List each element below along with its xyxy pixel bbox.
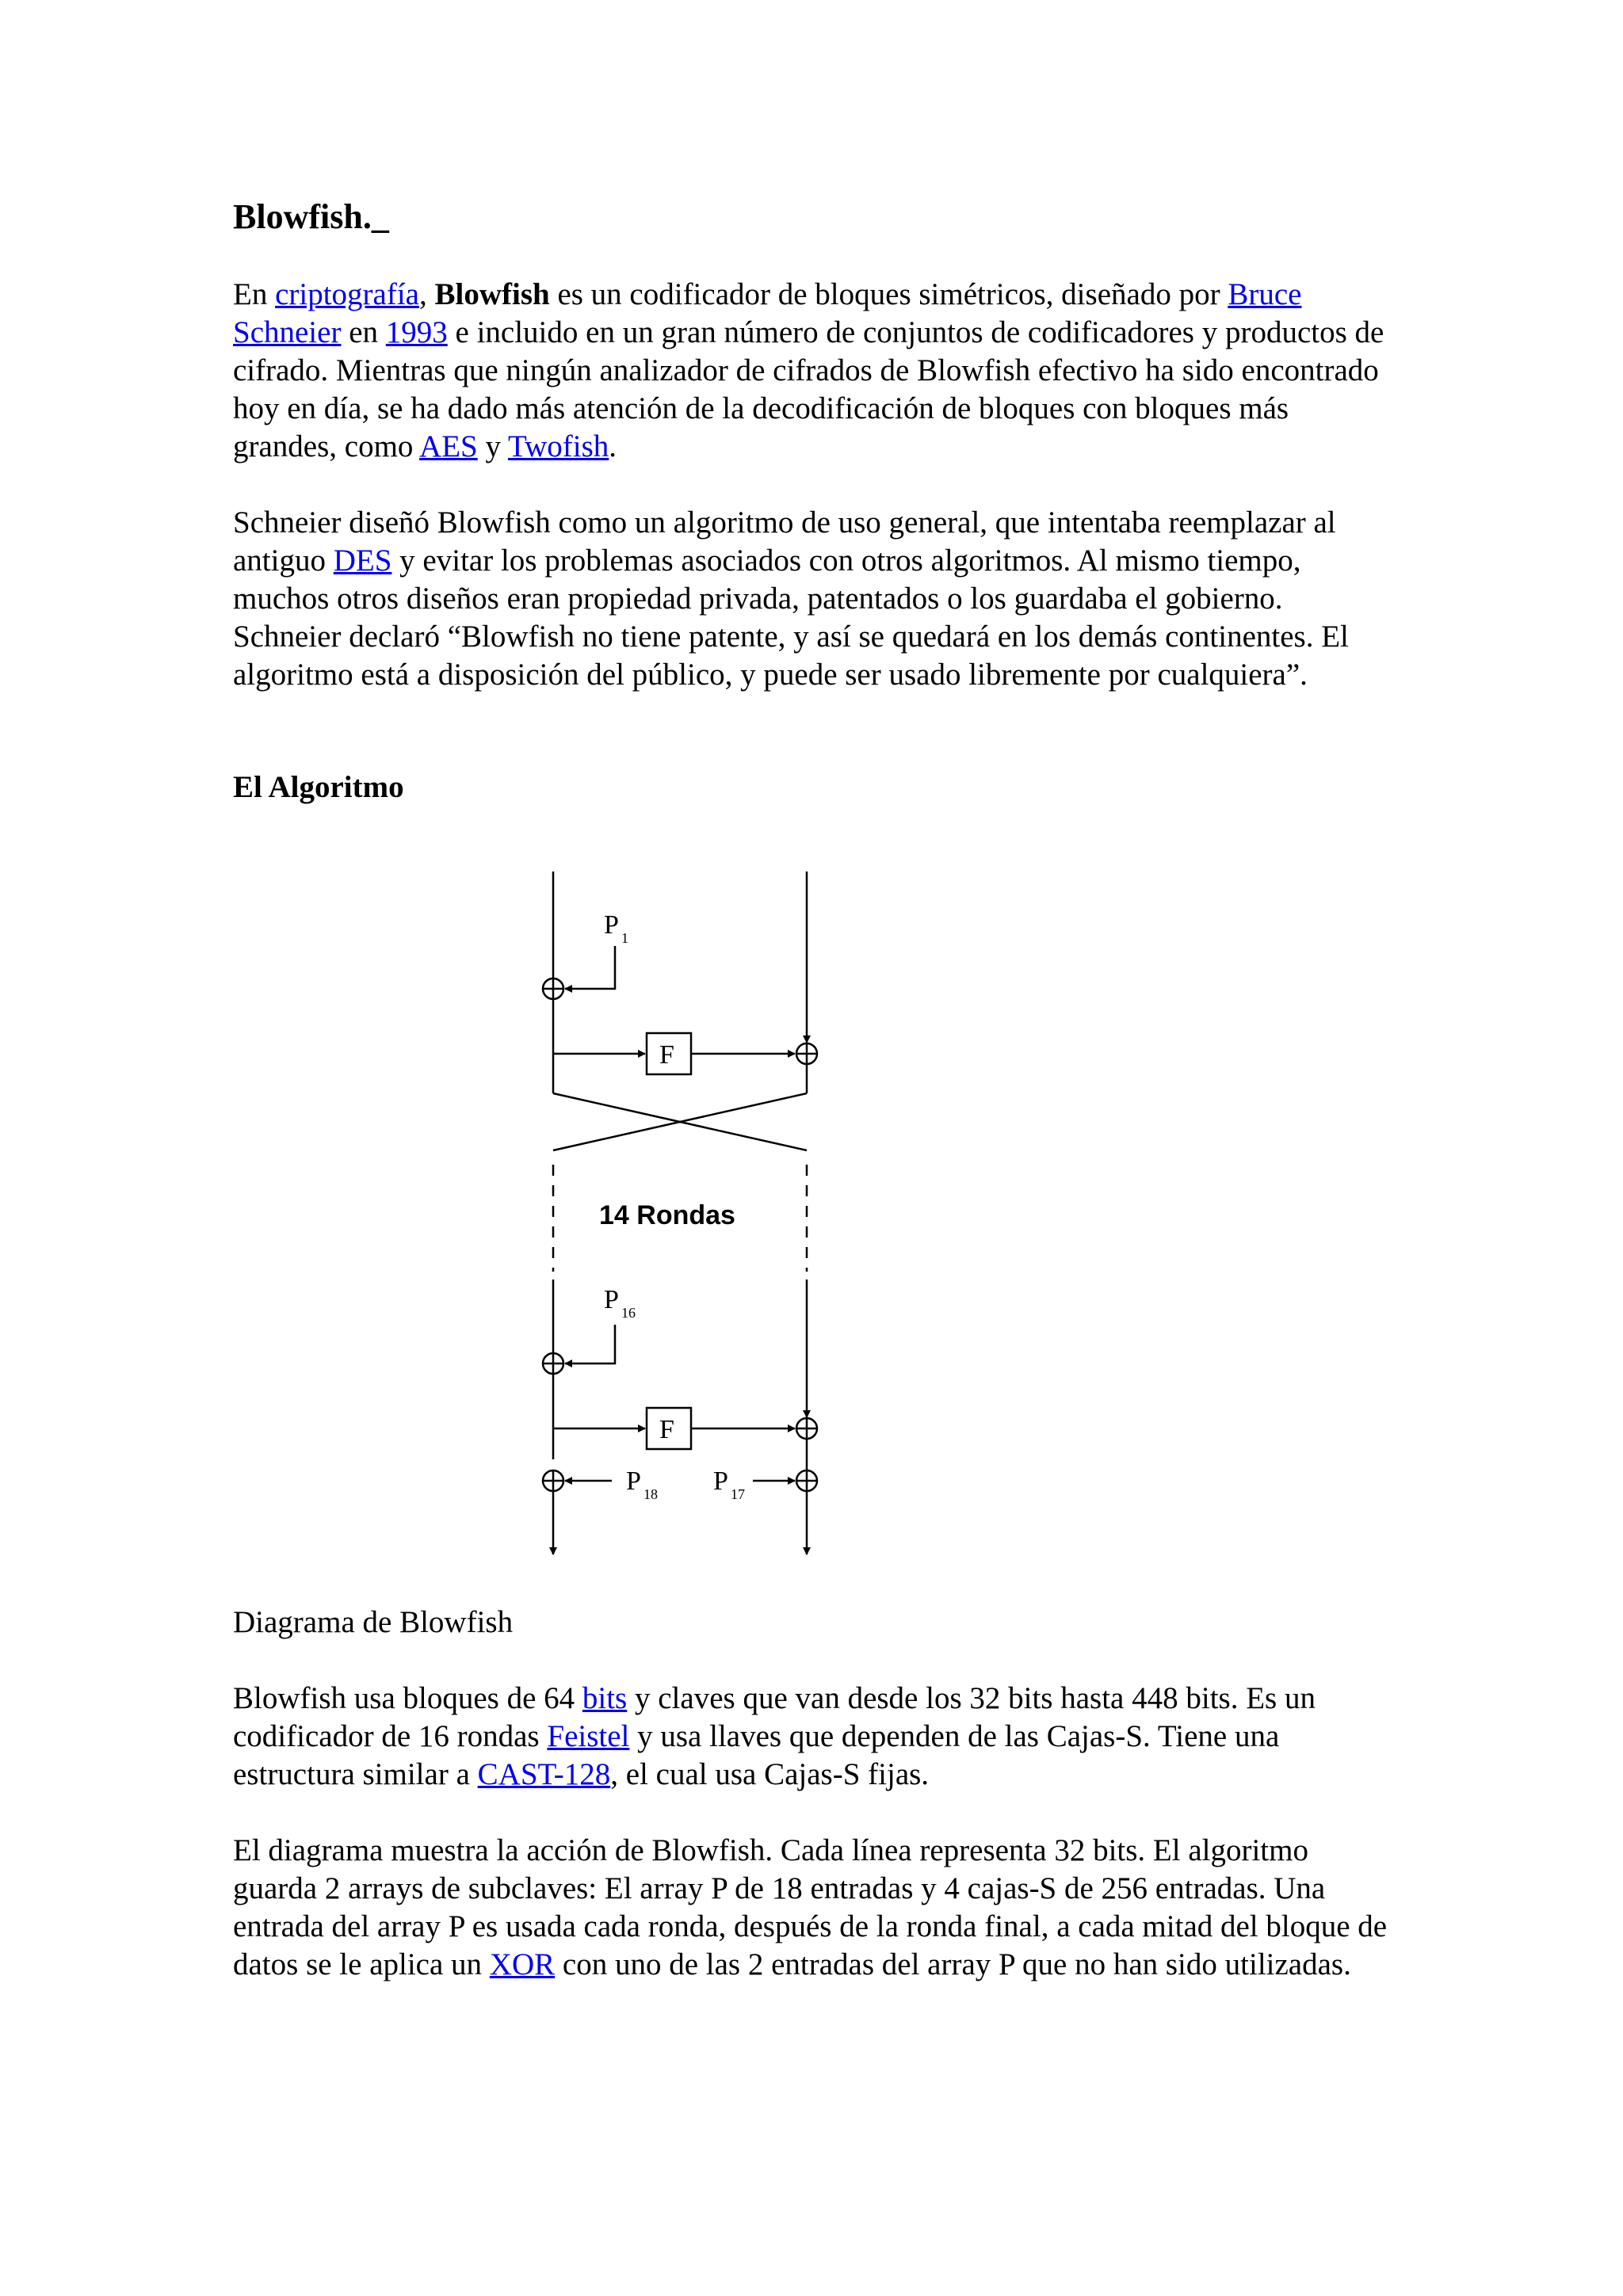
link-aes[interactable]: AES — [419, 429, 478, 463]
section-heading-algoritmo: El Algoritmo — [233, 770, 404, 804]
p17-subscript: 17 — [731, 1486, 745, 1502]
text: , el cual usa Cajas-S fijas. — [610, 1757, 930, 1791]
text: Schneier diseñó Blowfish como un algoritmo de uso general, que intentaba reemplazar al antiguo — [233, 505, 1336, 578]
text: En — [233, 277, 276, 311]
link-bits[interactable]: bits — [582, 1681, 628, 1715]
p1-subscript: 1 — [621, 930, 628, 946]
text: . — [609, 429, 617, 463]
p16-label: P — [604, 1285, 619, 1314]
link-feistel[interactable]: Feistel — [547, 1719, 630, 1753]
link-des[interactable]: DES — [333, 543, 392, 578]
f-label: F — [659, 1415, 674, 1444]
link-xor[interactable]: XOR — [489, 1947, 556, 1981]
p18-label: P — [626, 1466, 641, 1496]
blowfish-diagram — [506, 864, 838, 1561]
link-criptografia[interactable]: criptografía — [275, 277, 419, 311]
p18-subscript: 18 — [643, 1486, 658, 1502]
text: , — [418, 277, 435, 311]
link-twofish[interactable]: Twofish — [508, 429, 609, 463]
bold-blowfish: Blowfish — [434, 277, 550, 311]
text: es un codificador de bloques simétricos, diseñado por — [549, 277, 1228, 311]
text: El diagrama muestra la acción de Blowfish. Cada línea representa 32 bits. El algoritmo guarda 2 arrays de subclaves: El array P de 18 entradas y 4 cajas-S de 256 entradas. Una entrada del array P es usada cada ronda, después de la ronda final, a cada mitad del bloque de datos se le aplica un — [233, 1833, 1388, 1981]
link-1993[interactable]: 1993 — [385, 315, 448, 349]
link-bruce-schneier[interactable]: Bruce Schneier — [233, 277, 1302, 349]
p16-subscript: 16 — [621, 1305, 636, 1321]
text: y — [477, 429, 509, 463]
text: y evitar los problemas asociados con otros algoritmos. Al mismo tiempo, muchos otros diseños eran propiedad privada, patentados o los guardaba el gobierno. Schneier declaró “Blowfish no tiene patente, y así se quedará en los demás continentes. El algoritmo está a disposición del público, y puede ser usado libremente por cualquiera”. — [233, 543, 1349, 692]
intro-paragraph — [233, 276, 1398, 466]
diagram-explanation-paragraph — [233, 1832, 1398, 1984]
text: en — [341, 315, 386, 349]
specs-paragraph — [233, 1680, 1398, 1794]
text: y usa llaves que dependen de las Cajas-S. Tiene una estructura similar a — [233, 1719, 1280, 1791]
text: e incluido en un gran número de conjuntos de codificadores y productos de cifrado. Mientras que ningún analizador de cifrados de Blowfish efectivo ha sido encontrado hoy en día, se ha dado más atención de la decodificación de bloques con bloques más grandes, como — [233, 315, 1384, 463]
text: Blowfish usa bloques de 64 — [233, 1681, 582, 1715]
rounds-label: 14 Rondas — [599, 1200, 735, 1230]
text: y claves que van desde los 32 bits hasta 448 bits. Es un codificador de 16 rondas — [233, 1681, 1316, 1753]
diagram-caption: Diagrama de Blowfish — [233, 1605, 514, 1639]
text: con uno de las 2 entradas del array P que no han sido utilizadas. — [555, 1947, 1351, 1981]
page-title: Blowfish._ — [233, 197, 389, 236]
f-label: F — [659, 1040, 674, 1070]
p17-label: P — [713, 1466, 728, 1496]
blowfish-diagram-svg — [506, 864, 838, 1561]
history-paragraph — [233, 504, 1398, 694]
p1-label: P — [604, 910, 619, 940]
link-cast-128[interactable]: CAST-128 — [477, 1757, 611, 1791]
